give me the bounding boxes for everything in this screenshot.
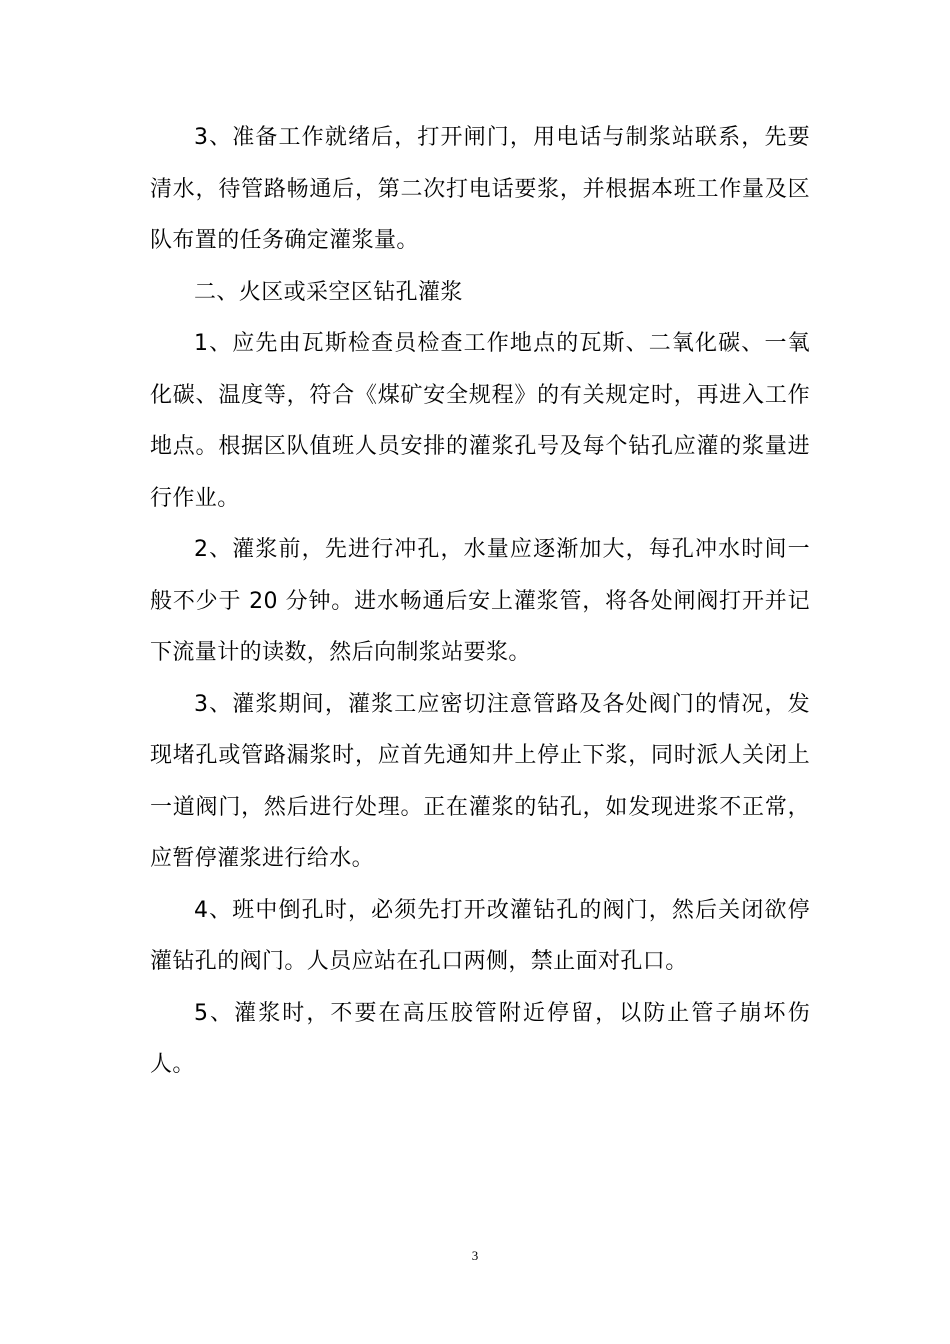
paragraph: 3、准备工作就绪后，打开闸门，用电话与制浆站联系，先要清水，待管路畅通后，第二次打电话要浆，并根据本班工作量及区队布置的任务确定灌浆量。: [150, 125, 810, 253]
paragraph: 2、灌浆前，先进行冲孔，水量应逐渐加大，每孔冲水时间一般不少于 20 分钟。进水畅通后安上灌浆管，将各处闸阀打开并记下流量计的读数，然后向制浆站要浆。: [150, 537, 810, 665]
section-heading: 二、火区或采空区钻孔灌浆: [194, 279, 463, 305]
page-number: 3: [471, 1248, 479, 1263]
paragraph: 4、班中倒孔时，必须先打开改灌钻孔的阀门，然后关闭欲停灌钻孔的阀门。人员应站在孔口两侧，禁止面对孔口。: [150, 897, 810, 974]
paragraph: 3、灌浆期间，灌浆工应密切注意管路及各处阀门的情况，发现堵孔或管路漏浆时，应首先通知井上停止下浆，同时派人关闭上一道阀门，然后进行处理。正在灌浆的钻孔，如发现进浆不正常，应暂停灌浆进行给水。: [150, 691, 810, 871]
paragraph: 1、应先由瓦斯检查员检查工作地点的瓦斯、二氧化碳、一氧化碳、温度等，符合《煤矿安全规程》的有关规定时，再进入工作地点。根据区队值班人员安排的灌浆孔号及每个钻孔应灌的浆量进行作业。: [150, 331, 810, 511]
paragraph: 5、灌浆时，不要在高压胶管附近停留，以防止管子崩坏伤人。: [150, 1000, 810, 1077]
document-body: [150, 112, 810, 1091]
